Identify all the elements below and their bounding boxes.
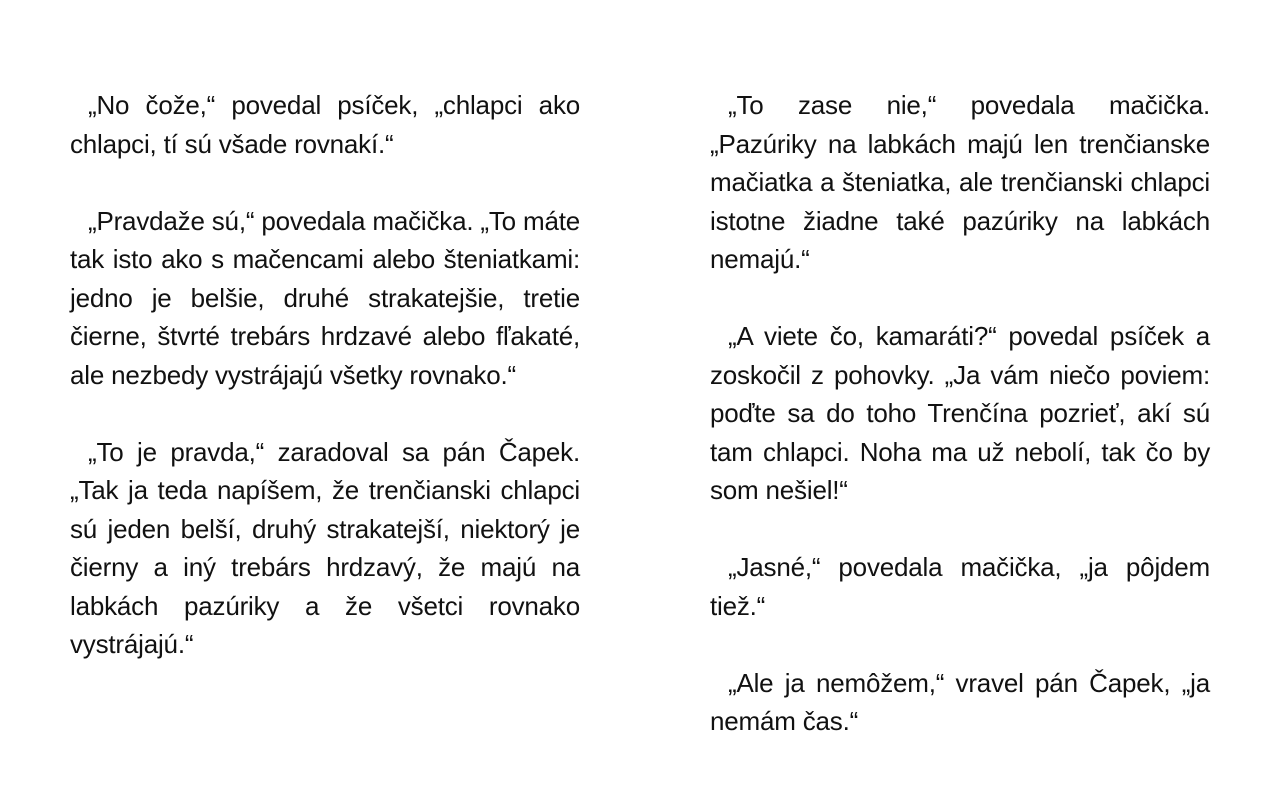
right-page <box>710 86 1210 779</box>
left-page <box>70 86 580 702</box>
left-paragraph-1: „No čože,“ povedal psíček, „chlapci ako chlapci, tí sú všade rovnakí.“ <box>70 90 580 159</box>
right-paragraph-4: „Ale ja nemôžem,“ vravel pán Čapek, „ja nemám čas.“ <box>710 667 1210 736</box>
right-paragraph-1: „To zase nie,“ povedala mačička. „Pazúriky na labkách majú len trenčianske mačiatka a šteniatka, ale trenčianski chlapci istotne žiadne také pazúriky na labkách nemajú.“ <box>710 90 1210 274</box>
right-paragraph-2: „A viete čo, kamaráti?“ povedal psíček a zoskočil z pohovky. „Ja vám niečo poviem: poďte sa do toho Trenčína pozrieť, akí sú tam chlapci. Noha ma už nebolí, tak čo by som nešiel!“ <box>710 321 1210 505</box>
left-paragraph-3: „To je pravda,“ zaradoval sa pán Čapek. „Tak ja teda napíšem, že trenčianski chlapci sú jeden belší, druhý strakatejší, niektorý je čierny a iný trebárs hrdzavý, že majú na labkách pazúriky a že všetci rovnako vystrájajú.“ <box>70 436 580 659</box>
left-paragraph-2: „Pravdaže sú,“ povedala mačička. „To máte tak isto ako s mačencami alebo šteniatkami: jedno je belšie, druhé strakatejšie, tretie čierne, štvrté trebárs hrdzavé alebo fľakaté, ale nezbedy vystrájajú všetky rovnako.“ <box>70 205 580 390</box>
right-paragraph-3: „Jasné,“ povedala mačička, „ja pôjdem tiež.“ <box>710 552 1210 621</box>
